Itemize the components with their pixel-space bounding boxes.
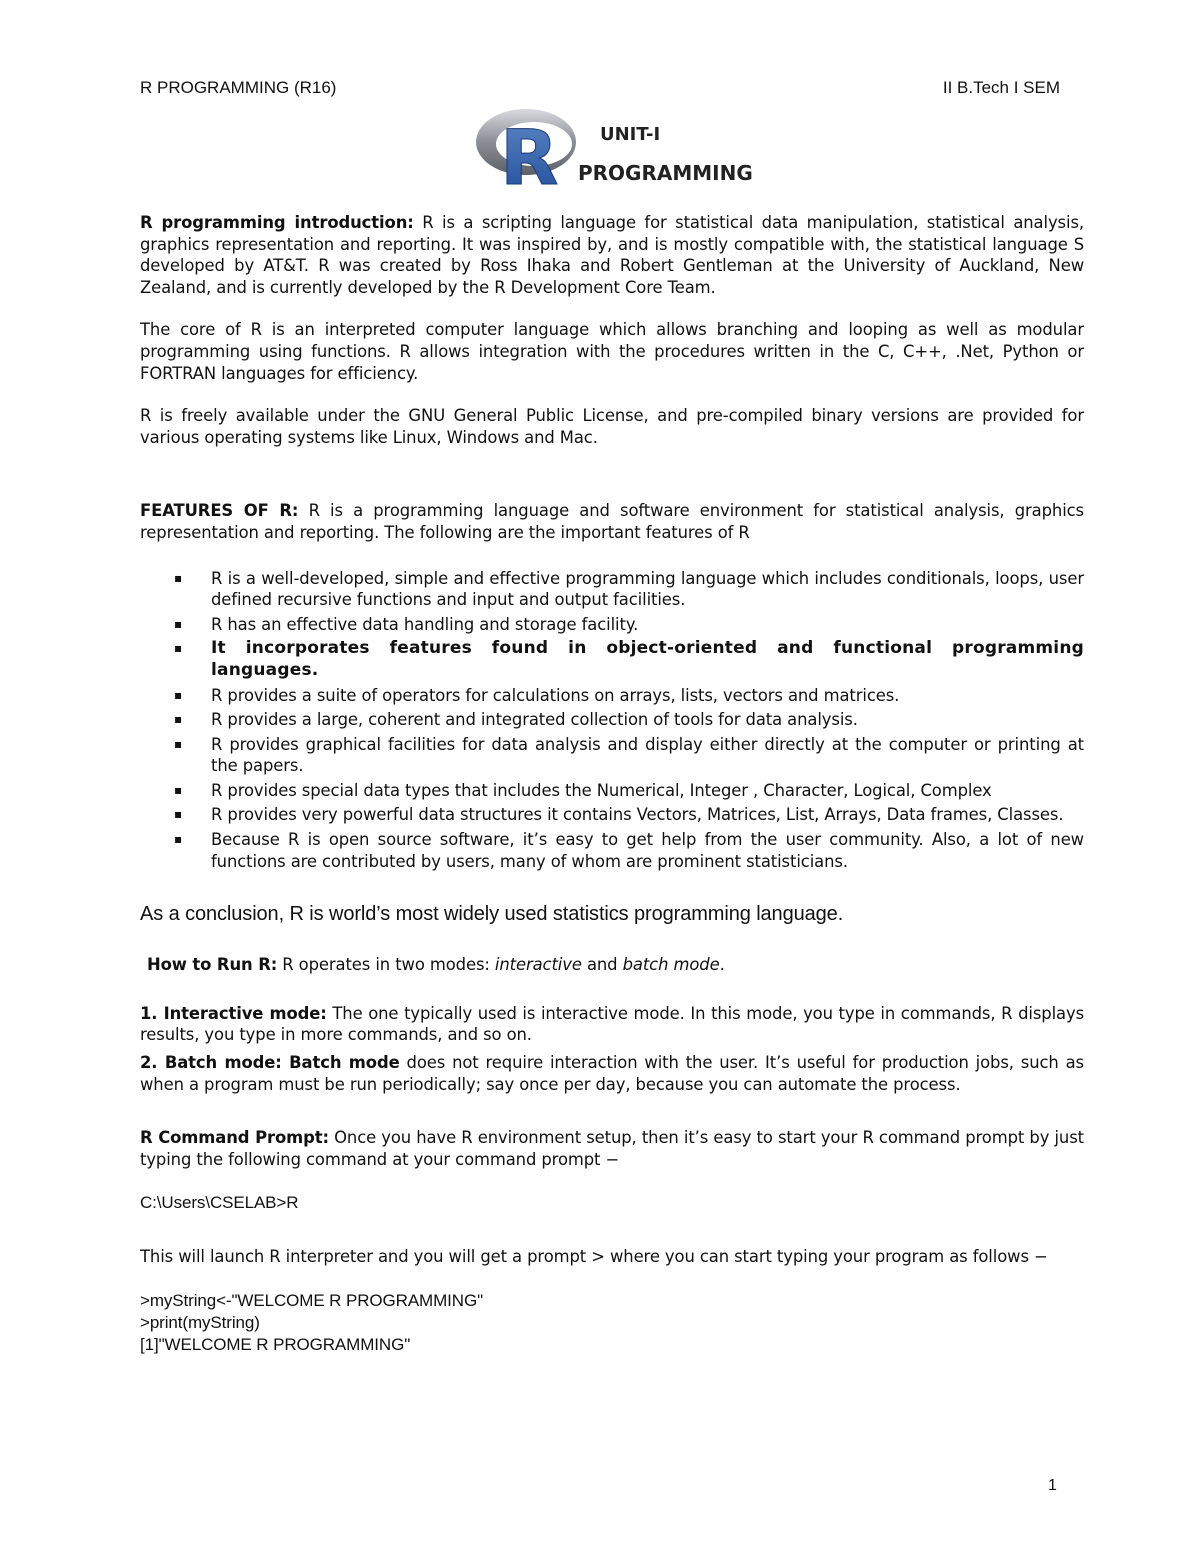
logo-programming-text: PROGRAMMING (578, 161, 753, 185)
code-line: >print(myString) (140, 1313, 260, 1332)
command-prompt-text: Once you have R environment setup, then it’s easy to start your R command prompt by just typing the following command at your command prompt − (140, 1128, 1084, 1169)
how-to-run-label: How to Run R: (147, 955, 278, 975)
batch-mode-term: batch mode (622, 955, 720, 975)
r-logo-icon (474, 106, 764, 188)
list-item: ▪ Because R is open source software, it’s easy to get help from the user community. Also, a lot of new functions are contributed by users, many of whom are prominent statisticians. (140, 829, 1084, 872)
code-line: >myString<-"WELCOME R PROGRAMMING" (140, 1291, 484, 1310)
command-prompt-paragraph (140, 1127, 1084, 1170)
features-list (140, 568, 1084, 873)
intro-text: R is a scripting language for statistical data manipulation, statistical analysis, graphics representation and reporting. It was inspired by, and is mostly compatible with, the statistical language S developed by AT&T. R was created by Ross Ihaka and Robert Gentleman at the University of Auckland, New Zealand, and is currently developed by the R Development Core Team. (140, 213, 1084, 297)
how-to-run-text: R operates in two modes: (277, 955, 495, 975)
features-intro-paragraph (140, 500, 1084, 543)
how-to-run-connector: and (581, 955, 623, 975)
list-item: ▪ R has an effective data handling and storage facility. (140, 614, 1084, 636)
code-block (140, 1290, 1084, 1356)
logo-letter: R (500, 113, 559, 188)
list-item: ▪ R is a well-developed, simple and effective programming language which includes conditionals, loops, user defined recursive functions and input and output facilities. (140, 568, 1084, 611)
list-item: ▪ R provides a suite of operators for calculations on arrays, lists, vectors and matrices. (140, 685, 1084, 707)
logo-unit-text: UNIT-I (600, 124, 661, 145)
features-label: FEATURES OF R: (140, 501, 299, 521)
core-paragraph: The core of R is an interpreted computer language which allows branching and looping as well as modular programming using functions. R allows integration with the procedures written in the C, C++, .Net, Python or FORTRAN languages for efficiency. (140, 320, 1084, 383)
conclusion-paragraph: As a conclusion, R is world’s most widely used statistics programming language. (140, 903, 844, 926)
list-item: ▪ R provides special data types that includes the Numerical, Integer , Character, Logical, Complex (140, 780, 1084, 802)
header-course-title: R PROGRAMMING (R16) (140, 78, 337, 97)
how-to-run-end: . (719, 955, 725, 975)
interactive-mode-label: 1. Interactive mode: (140, 1003, 327, 1023)
page-number: 1 (1048, 1477, 1057, 1494)
interactive-mode-paragraph (140, 1003, 1084, 1046)
launch-paragraph: This will launch R interpreter and you will get a prompt > where you can start typing your program as follows − (140, 1247, 1048, 1267)
list-item: ▪ R provides very powerful data structures it contains Vectors, Matrices, List, Arrays, Data frames, Classes. (140, 804, 1084, 826)
list-item: ▪ R provides a large, coherent and integrated collection of tools for data analysis. (140, 709, 1084, 731)
interactive-mode-term: interactive (494, 955, 582, 975)
document-body (140, 212, 1084, 1356)
code-line: [1]"WELCOME R PROGRAMMING" (140, 1335, 411, 1354)
header-semester: II B.Tech I SEM (942, 78, 1060, 97)
features-intro-text: R is a programming language and software environment for statistical analysis, graphics representation and reporting. The following are the important features of R (140, 501, 1084, 542)
command-prompt-label: R Command Prompt: (140, 1128, 329, 1148)
batch-mode-paragraph (140, 1052, 1084, 1095)
interactive-mode-text: The one typically used is interactive mode. In this mode, you type in commands, R displays results, you type in more commands, and so on. (140, 1003, 1085, 1045)
command-example: C:\Users\CSELAB>R (140, 1193, 299, 1213)
intro-paragraph (140, 212, 1084, 298)
license-paragraph: R is freely available under the GNU General Public License, and pre-compiled binary versions are provided for various operating systems like Linux, Windows and Mac. (140, 406, 1084, 447)
list-item: ▪ R provides graphical facilities for data analysis and display either directly at the computer or printing at the papers. (140, 734, 1084, 777)
how-to-run-paragraph (140, 954, 1084, 976)
batch-mode-text: does not require interaction with the user. It’s useful for production jobs, such as when a program must be run periodically; say once per day, because you can automate the process. (140, 1053, 1084, 1094)
list-item: ▪ It incorporates features found in object-oriented and functional programming languages. (140, 638, 1084, 681)
intro-label: R programming introduction: (140, 213, 414, 232)
batch-mode-label: 2. Batch mode: Batch mode (140, 1053, 400, 1073)
